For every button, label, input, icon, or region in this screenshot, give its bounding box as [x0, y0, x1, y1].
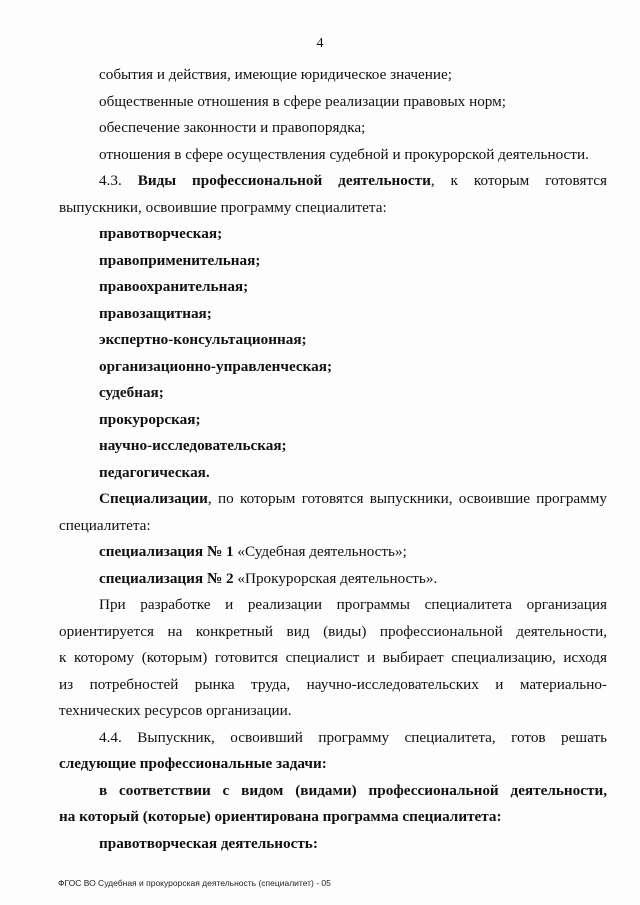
specialization-name: «Судебная деятельность»; — [233, 543, 407, 560]
development-paragraph-line: ориентируется на конкретный вид (виды) профессиональной деятельности, — [59, 622, 607, 640]
intro-line: обеспечение законности и правопорядка; — [99, 119, 366, 136]
section-4-4-line-1: 4.4. Выпускник, освоивший программу специалитета, готов решать — [99, 728, 607, 746]
page-number: 4 — [316, 36, 324, 51]
activity-type-item: судебная; — [99, 384, 164, 401]
specialization-label: специализация № 2 — [99, 569, 234, 587]
development-paragraph-line: При разработке и реализации программы специалитета организация — [99, 596, 607, 613]
activity-type-item: правозащитная; — [99, 304, 212, 322]
development-paragraph-line: к которому (которым) готовится специалист и выбирает специализацию, исходя — [59, 649, 607, 666]
activity-type-item: организационно-управленческая; — [99, 357, 332, 375]
specializations-tail: , по которым готовятся выпускники, освоившие программу — [207, 490, 607, 507]
section-4-3-line-1 — [59, 168, 607, 195]
section-number: 4.3. — [99, 172, 122, 189]
development-paragraph-line: технических ресурсов организации. — [59, 702, 292, 719]
activity-type-item: правоохранительная; — [99, 278, 249, 295]
section-4-3-line-2: выпускники, освоившие программу специалитета: — [59, 198, 387, 216]
section-4-3-bold-lead: Виды профессиональной деятельности — [137, 172, 431, 189]
section-4-4-line-2: следующие профессиональные задачи: — [59, 755, 327, 772]
section-4-4-line-4: на который (которые) ориентирована программа специалитета: — [59, 808, 502, 825]
activity-type-item: правотворческая; — [99, 225, 223, 242]
specialization-name: «Прокурорская деятельность». — [233, 569, 438, 587]
section-4-4-line-3: в соответствии с видом (видами) профессиональной деятельности, — [99, 781, 607, 799]
page-footer: ФГОС ВО Судебная и прокурорская деятельность (специалитет) - 05 — [58, 878, 331, 888]
specialization-label: специализация № 1 — [99, 543, 234, 560]
section-4-3-tail: , к которым готовятся — [430, 172, 607, 189]
activity-type-item: правоприменительная; — [99, 251, 261, 269]
specializations-bold-lead: Специализации — [99, 490, 208, 507]
section-4-4-line-5: правотворческая деятельность: — [99, 834, 318, 852]
page-content — [59, 62, 607, 857]
activity-type-item: педагогическая. — [99, 463, 210, 481]
specializations-line-2: специалитета: — [59, 516, 151, 534]
specialization-item — [59, 566, 607, 593]
intro-line: общественные отношения в сфере реализации правовых норм; — [99, 92, 506, 110]
intro-line: отношения в сфере осуществления судебной и прокурорской деятельности. — [99, 145, 589, 163]
activity-type-item: научно-исследовательская; — [99, 437, 287, 454]
activity-type-item: экспертно-консультационная; — [99, 331, 307, 348]
development-paragraph-line: из потребностей рынка труда, научно-исследовательских и материально- — [59, 675, 607, 693]
specializations-line-1 — [59, 486, 607, 513]
activity-type-item: прокурорская; — [99, 410, 201, 428]
intro-line: события и действия, имеющие юридическое значение; — [99, 66, 452, 83]
specialization-item — [59, 539, 607, 566]
